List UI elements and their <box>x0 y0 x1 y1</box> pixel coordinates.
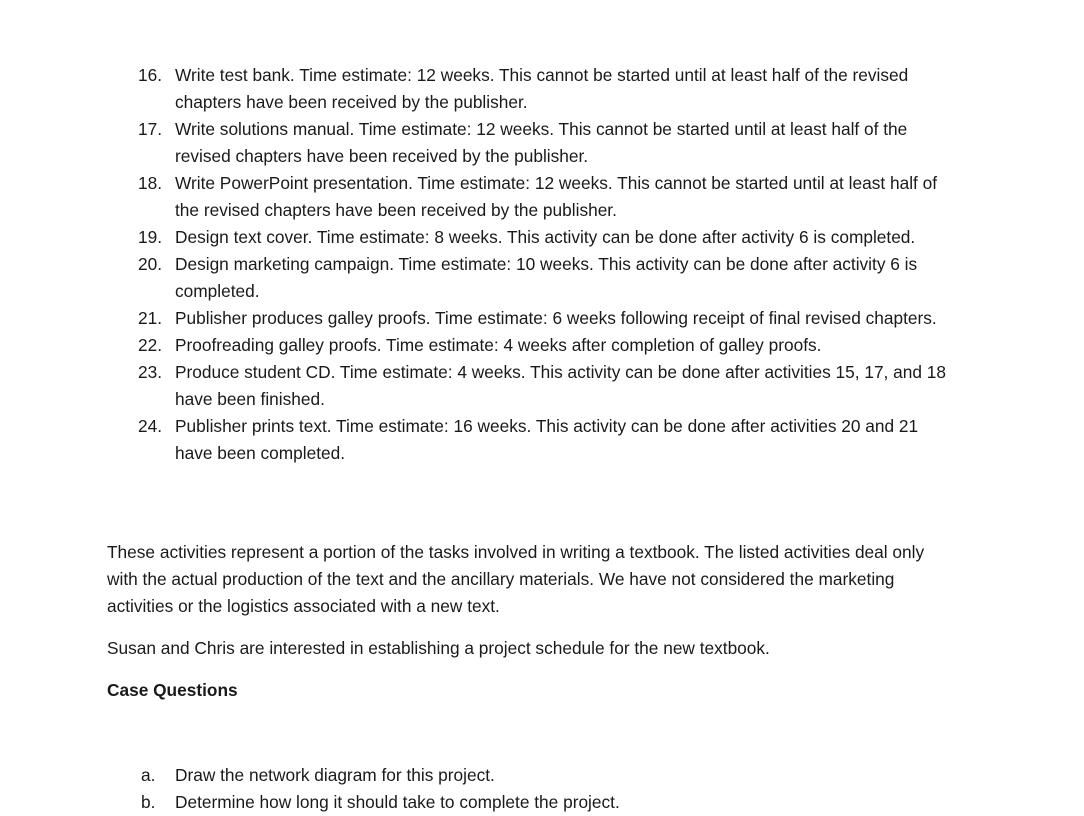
section-heading: Case Questions <box>107 680 238 700</box>
item-number: 16. <box>138 65 163 85</box>
list-item <box>0 413 960 467</box>
item-number: 20. <box>138 254 163 274</box>
list-item <box>0 170 960 224</box>
item-text: Write test bank. Time estimate: 12 weeks. This cannot be started until at least half of the revised chapters have been received by the publisher. <box>175 65 909 112</box>
item-text: Determine how long it should take to complete the project. <box>175 792 620 812</box>
item-number: 21. <box>138 308 163 328</box>
item-text: Design marketing campaign. Time estimate: 10 weeks. This activity can be done after activity 6 is completed. <box>175 254 918 301</box>
list-item <box>0 224 960 251</box>
item-text: Write solutions manual. Time estimate: 12 weeks. This cannot be started until at least half of the revised chapters have been received by the publisher. <box>175 119 908 166</box>
item-text: Proofreading galley proofs. Time estimate: 4 weeks after completion of galley proofs. <box>175 335 822 355</box>
item-number: 23. <box>138 362 163 382</box>
list-item <box>0 332 960 359</box>
item-text: Publisher prints text. Time estimate: 16 weeks. This activity can be done after activities 20 and 21 have been completed. <box>175 416 919 463</box>
activity-list <box>0 62 1084 467</box>
item-text: Produce student CD. Time estimate: 4 weeks. This activity can be done after activities 15, 17, and 18 have been finished. <box>175 362 947 409</box>
item-number: 22. <box>138 335 163 355</box>
question-list <box>0 762 1084 816</box>
item-number: 24. <box>138 416 163 436</box>
list-item <box>0 116 960 170</box>
list-item <box>0 359 960 413</box>
item-letter: a. <box>141 765 156 785</box>
body-paragraph: Susan and Chris are interested in establishing a project schedule for the new textbook. <box>107 638 770 658</box>
item-text: Draw the network diagram for this project. <box>175 765 495 785</box>
list-item <box>0 305 960 332</box>
item-text: Design text cover. Time estimate: 8 weeks. This activity can be done after activity 6 is completed. <box>175 227 916 247</box>
item-number: 17. <box>138 119 163 139</box>
item-text: Write PowerPoint presentation. Time estimate: 12 weeks. This cannot be started until at least half of the revised chapters have been received by the publisher. <box>175 173 938 220</box>
list-item <box>0 62 960 116</box>
item-number: 18. <box>138 173 163 193</box>
item-number: 19. <box>138 227 163 247</box>
body-paragraph: These activities represent a portion of the tasks involved in writing a textbook. The listed activities deal only with the actual production of the text and the ancillary materials. We have not considered the marketing activities or the logistics associated with a new text. <box>107 542 925 616</box>
list-item <box>0 762 960 789</box>
item-letter: b. <box>141 792 156 812</box>
item-text: Publisher produces galley proofs. Time estimate: 6 weeks following receipt of final revised chapters. <box>175 308 937 328</box>
list-item <box>0 251 960 305</box>
